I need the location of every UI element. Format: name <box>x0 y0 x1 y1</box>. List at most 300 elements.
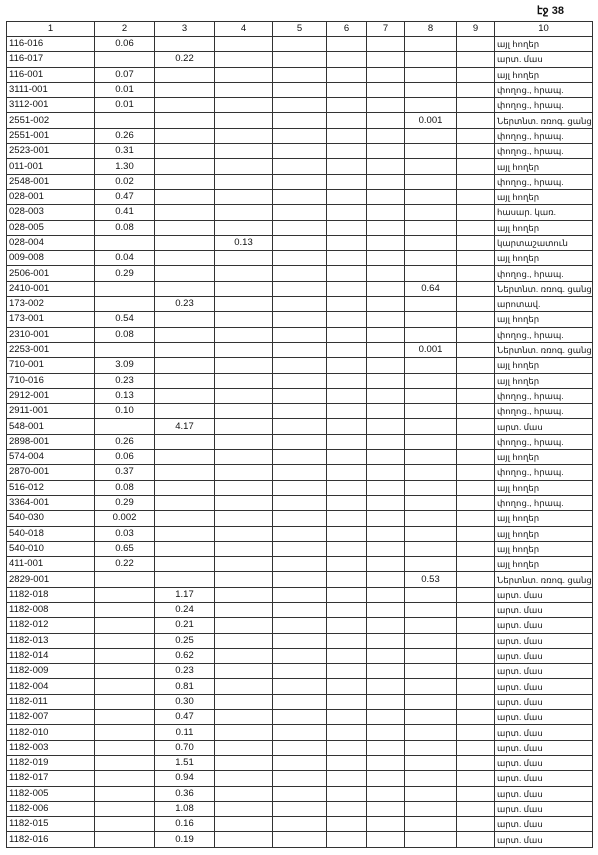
table-cell <box>95 342 155 357</box>
table-cell: 516-012 <box>7 480 95 495</box>
table-cell <box>215 113 273 128</box>
table-cell <box>273 373 327 388</box>
table-row <box>7 755 593 770</box>
table-cell <box>273 189 327 204</box>
table-cell <box>95 832 155 847</box>
table-row <box>7 694 593 709</box>
table-cell <box>367 526 405 541</box>
table-cell <box>367 189 405 204</box>
table-cell <box>367 220 405 235</box>
table-row <box>7 82 593 97</box>
table-cell <box>155 312 215 327</box>
table-cell: այլ հողեր <box>495 511 593 526</box>
table-cell <box>215 37 273 52</box>
table-cell <box>457 434 495 449</box>
table-cell <box>273 740 327 755</box>
table-cell <box>327 526 367 541</box>
table-cell <box>457 725 495 740</box>
table-cell <box>327 434 367 449</box>
table-cell <box>405 67 457 82</box>
table-cell: 173-001 <box>7 312 95 327</box>
table-cell: 2410-001 <box>7 281 95 296</box>
table-cell <box>155 358 215 373</box>
table-cell <box>155 37 215 52</box>
table-cell <box>215 281 273 296</box>
table-cell <box>273 832 327 847</box>
table-cell: 028-001 <box>7 189 95 204</box>
table-cell: փողոց., հրապ. <box>495 174 593 189</box>
table-cell <box>95 694 155 709</box>
table-cell <box>457 740 495 755</box>
table-cell <box>327 419 367 434</box>
column-header: 6 <box>327 22 367 37</box>
table-cell <box>367 557 405 572</box>
table-cell <box>215 786 273 801</box>
table-cell <box>367 480 405 495</box>
table-cell: արտ. մաս <box>495 755 593 770</box>
table-cell: 0.54 <box>95 312 155 327</box>
table-cell <box>95 572 155 587</box>
table-row <box>7 832 593 847</box>
table-cell: արտ. մաս <box>495 679 593 694</box>
table-cell <box>405 205 457 220</box>
table-cell: 0.10 <box>95 404 155 419</box>
table-row <box>7 710 593 725</box>
table-cell <box>215 465 273 480</box>
table-cell <box>367 251 405 266</box>
table-cell: արտ. մաս <box>495 725 593 740</box>
table-cell: հասար. կառ. <box>495 205 593 220</box>
table-cell <box>405 450 457 465</box>
table-cell <box>367 832 405 847</box>
table-cell <box>327 388 367 403</box>
table-cell <box>405 725 457 740</box>
table-row <box>7 220 593 235</box>
table-cell <box>457 327 495 342</box>
table-cell <box>457 358 495 373</box>
table-cell <box>367 495 405 510</box>
table-cell: 0.08 <box>95 480 155 495</box>
table-cell: այլ հողեր <box>495 480 593 495</box>
table-cell <box>405 832 457 847</box>
table-row <box>7 205 593 220</box>
table-cell <box>327 480 367 495</box>
table-cell <box>273 587 327 602</box>
table-cell <box>457 113 495 128</box>
table-cell <box>405 297 457 312</box>
table-cell <box>327 251 367 266</box>
table-cell <box>215 557 273 572</box>
table-cell <box>457 235 495 250</box>
table-cell <box>155 480 215 495</box>
table-cell <box>327 511 367 526</box>
table-cell: 0.64 <box>405 281 457 296</box>
table-cell <box>327 740 367 755</box>
table-cell <box>327 189 367 204</box>
table-cell: 3364-001 <box>7 495 95 510</box>
table-cell <box>155 557 215 572</box>
table-cell <box>405 174 457 189</box>
table-cell <box>405 82 457 97</box>
table-cell <box>273 694 327 709</box>
table-cell <box>273 52 327 67</box>
table-cell <box>273 664 327 679</box>
table-cell <box>367 511 405 526</box>
table-cell <box>457 342 495 357</box>
table-cell: 0.62 <box>155 648 215 663</box>
table-cell <box>273 327 327 342</box>
table-cell <box>215 312 273 327</box>
table-cell <box>405 480 457 495</box>
table-cell <box>405 801 457 816</box>
table-cell <box>155 373 215 388</box>
table-cell <box>457 450 495 465</box>
table-cell <box>273 266 327 281</box>
table-cell: 0.24 <box>155 602 215 617</box>
table-cell <box>273 358 327 373</box>
table-cell <box>273 205 327 220</box>
table-cell <box>457 205 495 220</box>
table-cell <box>273 710 327 725</box>
table-cell <box>405 373 457 388</box>
table-cell <box>155 144 215 159</box>
table-cell <box>367 572 405 587</box>
table-cell: Ներտնտ. ռռոգ. ցանց <box>495 281 593 296</box>
table-cell <box>215 572 273 587</box>
table-cell <box>367 327 405 342</box>
table-cell: 1182-003 <box>7 740 95 755</box>
table-cell: արտ. մաս <box>495 648 593 663</box>
table-cell <box>405 526 457 541</box>
table-cell <box>273 82 327 97</box>
table-cell <box>457 648 495 663</box>
table-cell: 2551-001 <box>7 128 95 143</box>
table-cell: 0.26 <box>95 434 155 449</box>
table-cell <box>457 710 495 725</box>
table-cell: 1182-008 <box>7 602 95 617</box>
table-cell: փողոց., հրապ. <box>495 404 593 419</box>
table-cell: այլ հողեր <box>495 220 593 235</box>
table-cell <box>273 771 327 786</box>
table-cell <box>367 82 405 97</box>
table-cell <box>367 450 405 465</box>
table-cell <box>457 373 495 388</box>
table-cell <box>405 159 457 174</box>
table-cell <box>457 174 495 189</box>
table-cell <box>367 633 405 648</box>
table-cell <box>155 327 215 342</box>
table-cell <box>457 495 495 510</box>
table-cell <box>405 465 457 480</box>
table-cell: 0.06 <box>95 450 155 465</box>
table-cell: փողոց., հրապ. <box>495 98 593 113</box>
table-cell <box>457 694 495 709</box>
table-cell: 1182-019 <box>7 755 95 770</box>
table-cell: 2870-001 <box>7 465 95 480</box>
table-cell <box>95 281 155 296</box>
table-cell <box>273 159 327 174</box>
table-cell <box>327 373 367 388</box>
table-cell: այլ հողեր <box>495 251 593 266</box>
column-header: 7 <box>367 22 405 37</box>
table-cell: 2310-001 <box>7 327 95 342</box>
table-cell: փողոց., հրապ. <box>495 82 593 97</box>
table-cell <box>215 419 273 434</box>
table-cell: այլ հողեր <box>495 358 593 373</box>
table-cell <box>273 113 327 128</box>
table-cell <box>155 511 215 526</box>
table-cell: 0.23 <box>95 373 155 388</box>
table-cell <box>95 633 155 648</box>
page-number: էջ 38 <box>536 5 564 17</box>
table-cell <box>457 817 495 832</box>
table-row <box>7 342 593 357</box>
table-cell: 0.81 <box>155 679 215 694</box>
table-cell <box>367 648 405 663</box>
table-cell: 2898-001 <box>7 434 95 449</box>
table-cell: 540-010 <box>7 541 95 556</box>
table-cell <box>155 189 215 204</box>
table-cell <box>405 251 457 266</box>
table-cell <box>405 404 457 419</box>
table-cell: այլ հողեր <box>495 37 593 52</box>
table-cell <box>215 694 273 709</box>
table-cell: 2912-001 <box>7 388 95 403</box>
table-row <box>7 664 593 679</box>
table-cell <box>155 220 215 235</box>
table-cell: փողոց., հրապ. <box>495 465 593 480</box>
table-cell <box>155 572 215 587</box>
table-cell <box>405 664 457 679</box>
table-cell <box>273 633 327 648</box>
table-cell: արտ. մաս <box>495 740 593 755</box>
table-cell <box>457 755 495 770</box>
table-cell: այլ հողեր <box>495 450 593 465</box>
table-cell: արտ. մաս <box>495 801 593 816</box>
table-row <box>7 251 593 266</box>
table-cell <box>273 495 327 510</box>
table-cell <box>367 281 405 296</box>
table-cell: 0.29 <box>95 495 155 510</box>
table-row <box>7 281 593 296</box>
table-cell <box>215 52 273 67</box>
table-cell: 0.23 <box>155 664 215 679</box>
table-cell <box>457 679 495 694</box>
table-cell: 028-005 <box>7 220 95 235</box>
table-cell <box>215 189 273 204</box>
column-header: 4 <box>215 22 273 37</box>
table-cell <box>95 755 155 770</box>
table-cell <box>95 419 155 434</box>
table-cell: 0.19 <box>155 832 215 847</box>
table-cell <box>273 37 327 52</box>
table-cell <box>457 771 495 786</box>
table-cell <box>215 648 273 663</box>
table-cell <box>215 541 273 556</box>
table-cell <box>327 159 367 174</box>
table-cell <box>215 128 273 143</box>
table-cell <box>457 618 495 633</box>
table-cell <box>95 602 155 617</box>
table-cell: 2551-002 <box>7 113 95 128</box>
table-cell <box>405 633 457 648</box>
table-cell <box>457 67 495 82</box>
table-cell: 1182-017 <box>7 771 95 786</box>
table-cell <box>405 817 457 832</box>
table-cell: այլ հողեր <box>495 159 593 174</box>
table-cell <box>367 312 405 327</box>
table-cell <box>273 817 327 832</box>
table-cell <box>367 67 405 82</box>
table-cell: 1182-010 <box>7 725 95 740</box>
table-cell: 0.26 <box>95 128 155 143</box>
table-cell: 0.001 <box>405 113 457 128</box>
table-cell: 540-030 <box>7 511 95 526</box>
table-cell: 1182-014 <box>7 648 95 663</box>
table-cell <box>273 801 327 816</box>
table-cell <box>327 128 367 143</box>
table-cell: 0.47 <box>155 710 215 725</box>
table-cell <box>327 327 367 342</box>
table-cell <box>327 648 367 663</box>
table-cell <box>405 235 457 250</box>
table-row <box>7 159 593 174</box>
table-cell <box>215 159 273 174</box>
table-row <box>7 725 593 740</box>
table-cell <box>327 450 367 465</box>
table-cell: այլ հողեր <box>495 557 593 572</box>
table-cell <box>155 174 215 189</box>
table-cell <box>405 648 457 663</box>
table-cell <box>273 725 327 740</box>
table-cell: 0.29 <box>95 266 155 281</box>
table-row <box>7 740 593 755</box>
table-cell <box>327 266 367 281</box>
table-cell <box>457 526 495 541</box>
table-row <box>7 618 593 633</box>
table-cell <box>215 82 273 97</box>
table-cell <box>367 128 405 143</box>
table-cell: 1182-013 <box>7 633 95 648</box>
table-cell <box>327 113 367 128</box>
table-cell <box>327 633 367 648</box>
column-header: 2 <box>95 22 155 37</box>
table-cell <box>95 113 155 128</box>
table-cell: 0.23 <box>155 297 215 312</box>
table-cell: 574-004 <box>7 450 95 465</box>
table-cell <box>457 189 495 204</box>
table-cell <box>367 664 405 679</box>
table-cell <box>367 817 405 832</box>
table-row <box>7 786 593 801</box>
table-cell: արտ. մաս <box>495 602 593 617</box>
table-cell <box>155 128 215 143</box>
table-cell <box>457 633 495 648</box>
table-cell <box>457 541 495 556</box>
table-cell <box>95 297 155 312</box>
table-cell <box>273 526 327 541</box>
table-cell: 0.94 <box>155 771 215 786</box>
table-cell <box>155 526 215 541</box>
table-cell <box>327 495 367 510</box>
table-cell: փողոց., հրապ. <box>495 144 593 159</box>
table-cell: 0.70 <box>155 740 215 755</box>
table-cell: 028-003 <box>7 205 95 220</box>
table-cell: 0.22 <box>95 557 155 572</box>
table-cell <box>215 327 273 342</box>
table-cell <box>457 128 495 143</box>
table-row <box>7 648 593 663</box>
table-cell <box>215 710 273 725</box>
table-cell <box>457 220 495 235</box>
table-cell <box>327 281 367 296</box>
table-cell: 116-016 <box>7 37 95 52</box>
table-cell <box>155 159 215 174</box>
table-cell: փողոց., հրապ. <box>495 388 593 403</box>
table-cell: 0.08 <box>95 220 155 235</box>
table-cell: 1182-005 <box>7 786 95 801</box>
table-cell <box>405 266 457 281</box>
table-cell: 710-016 <box>7 373 95 388</box>
table-cell <box>215 434 273 449</box>
column-header: 3 <box>155 22 215 37</box>
table-cell <box>327 572 367 587</box>
table-cell <box>367 342 405 357</box>
table-cell: 0.31 <box>95 144 155 159</box>
table-cell: արտ. մաս <box>495 587 593 602</box>
table-cell: այլ հողեր <box>495 189 593 204</box>
table-cell: 0.30 <box>155 694 215 709</box>
table-cell <box>327 404 367 419</box>
table-cell: այլ հողեր <box>495 373 593 388</box>
table-cell: 0.41 <box>95 205 155 220</box>
table-cell: 0.03 <box>95 526 155 541</box>
table-cell <box>367 174 405 189</box>
table-cell <box>457 388 495 403</box>
table-cell <box>367 52 405 67</box>
table-cell <box>405 618 457 633</box>
table-cell <box>215 633 273 648</box>
table-cell <box>405 541 457 556</box>
table-cell <box>273 541 327 556</box>
table-cell <box>367 694 405 709</box>
table-row <box>7 297 593 312</box>
table-cell <box>215 358 273 373</box>
land-plot-table <box>6 21 593 848</box>
table-cell <box>273 404 327 419</box>
table-cell <box>215 251 273 266</box>
table-cell <box>405 710 457 725</box>
table-row <box>7 312 593 327</box>
table-cell: այլ հողեր <box>495 526 593 541</box>
table-row <box>7 235 593 250</box>
table-cell <box>95 648 155 663</box>
table-cell <box>155 266 215 281</box>
table-cell <box>457 251 495 266</box>
table-cell <box>405 312 457 327</box>
table-cell <box>155 465 215 480</box>
table-cell <box>95 801 155 816</box>
table-cell <box>405 786 457 801</box>
table-cell: 3.09 <box>95 358 155 373</box>
table-row <box>7 679 593 694</box>
table-cell: արտ. մաս <box>495 52 593 67</box>
table-cell: արոտավ. <box>495 297 593 312</box>
table-cell <box>405 740 457 755</box>
table-cell <box>367 618 405 633</box>
table-cell: այլ հողեր <box>495 541 593 556</box>
table-row <box>7 388 593 403</box>
